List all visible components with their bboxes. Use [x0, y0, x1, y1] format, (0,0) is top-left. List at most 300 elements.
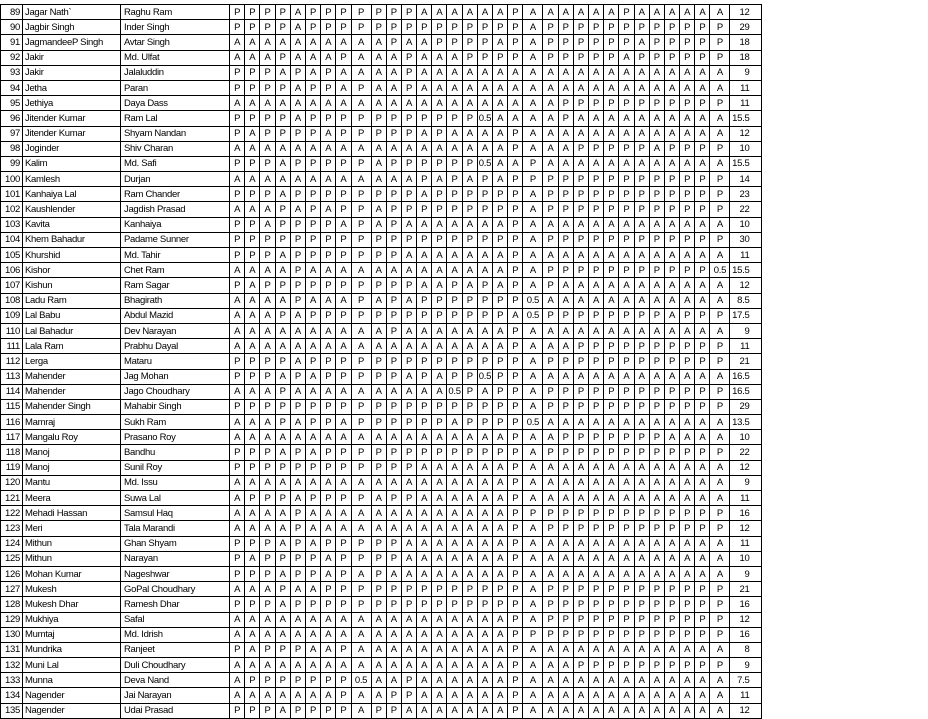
attendance-mark-cell: A: [321, 323, 336, 338]
attendance-mark-cell: A: [493, 491, 508, 506]
attendance-mark-cell: A: [573, 293, 588, 308]
table-row: [1, 248, 762, 263]
attendance-mark-cell: A: [493, 566, 508, 581]
attendance-mark-cell: P: [710, 339, 730, 354]
table-row: [1, 172, 762, 187]
attendance-mark-cell: A: [573, 5, 588, 20]
attendance-mark-cell: A: [695, 5, 710, 20]
attendance-mark-cell: P: [230, 232, 245, 247]
father-name-cell: Jago Choudhary: [121, 384, 230, 399]
attendance-mark-cell: P: [680, 35, 695, 50]
attendance-mark-cell: P: [447, 202, 462, 217]
attendance-mark-cell: A: [664, 551, 679, 566]
attendance-mark-cell: P: [275, 460, 290, 475]
attendance-mark-cell: A: [664, 111, 679, 126]
attendance-mark-cell: P: [245, 20, 260, 35]
attendance-mark-cell: A: [680, 415, 695, 430]
attendance-mark-cell: A: [588, 80, 603, 95]
attendance-mark-cell: A: [321, 612, 336, 627]
attendance-mark-cell: A: [649, 80, 664, 95]
attendance-mark-cell: A: [401, 323, 416, 338]
table-row: [1, 566, 762, 581]
attendance-mark-cell: P: [619, 187, 634, 202]
attendance-mark-cell: A: [290, 491, 305, 506]
attendance-mark-cell: A: [523, 248, 543, 263]
attendance-mark-cell: A: [543, 339, 558, 354]
attendance-mark-cell: P: [604, 263, 619, 278]
attendance-mark-cell: P: [604, 445, 619, 460]
attendance-mark-cell: A: [371, 156, 386, 171]
attendance-mark-cell: P: [604, 430, 619, 445]
attendance-mark-cell: P: [290, 536, 305, 551]
father-name-cell: Safal: [121, 612, 230, 627]
table-row: [1, 202, 762, 217]
total-days-cell: 15.5: [730, 263, 762, 278]
attendance-mark-cell: A: [432, 460, 447, 475]
attendance-mark-cell: A: [710, 551, 730, 566]
attendance-mark-cell: A: [619, 111, 634, 126]
attendance-mark-cell: P: [543, 172, 558, 187]
attendance-mark-cell: A: [558, 673, 573, 688]
attendance-mark-cell: A: [634, 293, 649, 308]
attendance-mark-cell: P: [588, 339, 603, 354]
attendance-mark-cell: A: [290, 430, 305, 445]
attendance-mark-cell: P: [543, 354, 558, 369]
attendance-mark-cell: A: [558, 323, 573, 338]
attendance-mark-cell: P: [710, 658, 730, 673]
attendance-mark-cell: A: [634, 475, 649, 490]
attendance-mark-cell: P: [680, 339, 695, 354]
attendance-mark-cell: A: [230, 323, 245, 338]
attendance-mark-cell: P: [351, 445, 371, 460]
attendance-mark-cell: A: [664, 536, 679, 551]
father-name-cell: Jai Narayan: [121, 688, 230, 703]
attendance-mark-cell: P: [432, 111, 447, 126]
total-days-cell: 12: [730, 278, 762, 293]
attendance-mark-cell: A: [664, 278, 679, 293]
attendance-mark-cell: P: [351, 20, 371, 35]
attendance-mark-cell: P: [336, 278, 351, 293]
attendance-mark-cell: A: [386, 80, 401, 95]
attendance-mark-cell: A: [305, 642, 320, 657]
attendance-mark-cell: P: [695, 399, 710, 414]
attendance-mark-cell: P: [417, 293, 432, 308]
attendance-mark-cell: P: [634, 202, 649, 217]
attendance-mark-cell: A: [336, 323, 351, 338]
attendance-mark-cell: A: [275, 293, 290, 308]
serial-number-cell: 122: [1, 506, 23, 521]
attendance-mark-cell: A: [523, 202, 543, 217]
attendance-mark-cell: A: [649, 369, 664, 384]
attendance-mark-cell: P: [558, 202, 573, 217]
attendance-mark-cell: P: [260, 399, 275, 414]
attendance-mark-cell: A: [290, 111, 305, 126]
table-row: [1, 612, 762, 627]
attendance-mark-cell: A: [260, 521, 275, 536]
attendance-mark-cell: A: [401, 612, 416, 627]
attendance-mark-cell: A: [371, 172, 386, 187]
attendance-mark-cell: P: [260, 20, 275, 35]
attendance-mark-cell: P: [634, 597, 649, 612]
attendance-mark-cell: A: [634, 460, 649, 475]
attendance-mark-cell: A: [619, 536, 634, 551]
father-name-cell: Mahabir Singh: [121, 399, 230, 414]
table-row: [1, 521, 762, 536]
attendance-mark-cell: A: [523, 430, 543, 445]
attendance-mark-cell: A: [604, 369, 619, 384]
attendance-mark-cell: P: [260, 187, 275, 202]
total-days-cell: 10: [730, 141, 762, 156]
attendance-mark-cell: P: [664, 521, 679, 536]
attendance-mark-cell: A: [493, 156, 508, 171]
attendance-mark-cell: A: [462, 551, 477, 566]
attendance-mark-cell: P: [634, 612, 649, 627]
attendance-mark-cell: A: [305, 339, 320, 354]
attendance-mark-cell: A: [634, 673, 649, 688]
worker-name-cell: Jakir: [23, 65, 121, 80]
attendance-mark-cell: P: [604, 339, 619, 354]
attendance-mark-cell: A: [351, 642, 371, 657]
attendance-mark-cell: P: [619, 658, 634, 673]
father-name-cell: Jalaluddin: [121, 65, 230, 80]
attendance-mark-cell: A: [477, 688, 492, 703]
attendance-mark-cell: A: [386, 627, 401, 642]
attendance-mark-cell: A: [695, 673, 710, 688]
attendance-mark-cell: A: [493, 506, 508, 521]
table-row: [1, 703, 762, 718]
attendance-mark-cell: P: [290, 248, 305, 263]
attendance-mark-cell: P: [588, 582, 603, 597]
attendance-mark-cell: A: [664, 156, 679, 171]
attendance-mark-cell: P: [336, 354, 351, 369]
attendance-mark-cell: A: [290, 612, 305, 627]
attendance-mark-cell: P: [305, 126, 320, 141]
attendance-mark-cell: A: [573, 688, 588, 703]
attendance-mark-cell: P: [680, 612, 695, 627]
attendance-mark-cell: A: [523, 658, 543, 673]
attendance-mark-cell: P: [649, 339, 664, 354]
attendance-mark-cell: P: [305, 202, 320, 217]
attendance-mark-cell: A: [260, 172, 275, 187]
attendance-mark-cell: A: [695, 536, 710, 551]
attendance-mark-cell: P: [417, 111, 432, 126]
attendance-mark-cell: P: [695, 141, 710, 156]
attendance-mark-cell: A: [695, 65, 710, 80]
worker-name-cell: Kaushlender: [23, 202, 121, 217]
attendance-mark-cell: P: [417, 399, 432, 414]
total-days-cell: 7.5: [730, 673, 762, 688]
attendance-mark-cell: A: [588, 475, 603, 490]
attendance-mark-cell: A: [321, 339, 336, 354]
attendance-mark-cell: P: [604, 202, 619, 217]
attendance-mark-cell: P: [710, 172, 730, 187]
attendance-mark-cell: P: [275, 415, 290, 430]
attendance-mark-cell: P: [695, 582, 710, 597]
attendance-mark-cell: A: [275, 248, 290, 263]
attendance-mark-cell: P: [230, 703, 245, 718]
attendance-mark-cell: P: [275, 20, 290, 35]
attendance-mark-cell: A: [371, 475, 386, 490]
attendance-mark-cell: P: [336, 232, 351, 247]
attendance-mark-cell: P: [588, 384, 603, 399]
total-days-cell: 8.5: [730, 293, 762, 308]
attendance-mark-cell: A: [619, 65, 634, 80]
total-days-cell: 17.5: [730, 308, 762, 323]
attendance-mark-cell: P: [371, 369, 386, 384]
attendance-mark-cell: P: [401, 688, 416, 703]
attendance-mark-cell: P: [290, 187, 305, 202]
attendance-mark-cell: P: [401, 50, 416, 65]
attendance-mark-cell: P: [493, 50, 508, 65]
attendance-mark-cell: A: [417, 217, 432, 232]
attendance-mark-cell: A: [432, 506, 447, 521]
attendance-mark-cell: A: [695, 156, 710, 171]
attendance-mark-cell: A: [619, 50, 634, 65]
attendance-mark-cell: P: [275, 308, 290, 323]
attendance-mark-cell: A: [260, 384, 275, 399]
attendance-mark-cell: A: [664, 248, 679, 263]
attendance-mark-cell: P: [573, 187, 588, 202]
attendance-mark-cell: P: [477, 35, 492, 50]
attendance-mark-cell: P: [386, 35, 401, 50]
attendance-mark-cell: A: [401, 658, 416, 673]
attendance-mark-cell: P: [477, 293, 492, 308]
attendance-mark-cell: P: [305, 415, 320, 430]
attendance-mark-cell: A: [305, 323, 320, 338]
attendance-mark-cell: P: [649, 430, 664, 445]
attendance-mark-cell: P: [558, 96, 573, 111]
attendance-mark-cell: P: [290, 293, 305, 308]
attendance-mark-cell: A: [447, 80, 462, 95]
attendance-mark-cell: A: [477, 506, 492, 521]
attendance-mark-cell: A: [649, 323, 664, 338]
total-days-cell: 16: [730, 506, 762, 521]
attendance-mark-cell: A: [432, 50, 447, 65]
attendance-mark-cell: P: [634, 658, 649, 673]
attendance-mark-cell: A: [401, 566, 416, 581]
attendance-mark-cell: P: [336, 703, 351, 718]
attendance-mark-cell: A: [710, 278, 730, 293]
serial-number-cell: 111: [1, 339, 23, 354]
attendance-mark-cell: P: [604, 172, 619, 187]
attendance-mark-cell: A: [432, 658, 447, 673]
attendance-mark-cell: P: [710, 50, 730, 65]
attendance-mark-cell: A: [558, 688, 573, 703]
table-row: [1, 5, 762, 20]
attendance-mark-cell: P: [290, 232, 305, 247]
attendance-mark-cell: A: [695, 460, 710, 475]
attendance-mark-cell: P: [508, 20, 523, 35]
attendance-mark-cell: A: [680, 369, 695, 384]
attendance-mark-cell: P: [604, 96, 619, 111]
attendance-mark-cell: A: [604, 475, 619, 490]
attendance-mark-cell: P: [508, 369, 523, 384]
attendance-mark-cell: A: [604, 551, 619, 566]
attendance-mark-cell: A: [401, 384, 416, 399]
attendance-mark-cell: P: [604, 232, 619, 247]
attendance-mark-cell: P: [417, 172, 432, 187]
serial-number-cell: 113: [1, 369, 23, 384]
attendance-mark-cell: A: [321, 551, 336, 566]
attendance-mark-cell: A: [432, 96, 447, 111]
attendance-mark-cell: P: [401, 156, 416, 171]
attendance-mark-cell: P: [619, 445, 634, 460]
serial-number-cell: 131: [1, 642, 23, 657]
attendance-mark-cell: A: [649, 673, 664, 688]
attendance-mark-cell: A: [680, 551, 695, 566]
attendance-mark-cell: P: [260, 80, 275, 95]
attendance-mark-cell: P: [649, 187, 664, 202]
attendance-mark-cell: A: [664, 369, 679, 384]
attendance-mark-cell: A: [634, 369, 649, 384]
attendance-mark-cell: P: [401, 308, 416, 323]
table-row: [1, 399, 762, 414]
attendance-mark-cell: P: [619, 202, 634, 217]
attendance-mark-cell: P: [588, 354, 603, 369]
attendance-mark-cell: P: [462, 50, 477, 65]
attendance-mark-cell: A: [634, 566, 649, 581]
attendance-mark-cell: A: [305, 506, 320, 521]
attendance-mark-cell: A: [462, 96, 477, 111]
attendance-mark-cell: P: [619, 506, 634, 521]
attendance-mark-cell: P: [275, 384, 290, 399]
serial-number-cell: 124: [1, 536, 23, 551]
attendance-mark-cell: A: [493, 703, 508, 718]
attendance-mark-cell: A: [462, 141, 477, 156]
attendance-mark-cell: A: [401, 430, 416, 445]
attendance-mark-cell: A: [649, 156, 664, 171]
attendance-mark-cell: P: [245, 5, 260, 20]
attendance-mark-cell: A: [230, 50, 245, 65]
attendance-mark-cell: A: [523, 126, 543, 141]
father-name-cell: Ram Lal: [121, 111, 230, 126]
attendance-mark-cell: P: [386, 111, 401, 126]
attendance-mark-cell: P: [386, 202, 401, 217]
attendance-mark-cell: A: [680, 217, 695, 232]
attendance-mark-cell: P: [619, 232, 634, 247]
attendance-mark-cell: P: [305, 156, 320, 171]
attendance-mark-cell: P: [477, 20, 492, 35]
attendance-mark-cell: A: [493, 111, 508, 126]
attendance-mark-cell: A: [543, 536, 558, 551]
attendance-mark-cell: A: [417, 50, 432, 65]
attendance-mark-cell: P: [649, 445, 664, 460]
attendance-mark-cell: P: [710, 597, 730, 612]
worker-name-cell: Joginder: [23, 141, 121, 156]
attendance-mark-cell: P: [386, 551, 401, 566]
attendance-mark-cell: A: [558, 642, 573, 657]
attendance-mark-cell: P: [573, 430, 588, 445]
attendance-mark-cell: A: [417, 521, 432, 536]
attendance-mark-cell: P: [619, 20, 634, 35]
attendance-mark-cell: P: [321, 217, 336, 232]
total-days-cell: 16: [730, 597, 762, 612]
father-name-cell: Chet Ram: [121, 263, 230, 278]
attendance-mark-cell: P: [321, 415, 336, 430]
attendance-mark-cell: A: [305, 582, 320, 597]
attendance-mark-cell: A: [260, 217, 275, 232]
attendance-mark-cell: P: [336, 460, 351, 475]
attendance-mark-cell: 0.5: [523, 415, 543, 430]
attendance-mark-cell: A: [321, 126, 336, 141]
attendance-mark-cell: P: [695, 172, 710, 187]
attendance-mark-cell: 0.5: [477, 111, 492, 126]
attendance-mark-cell: A: [558, 703, 573, 718]
attendance-mark-cell: A: [260, 35, 275, 50]
serial-number-cell: 90: [1, 20, 23, 35]
attendance-mark-cell: A: [386, 65, 401, 80]
attendance-mark-cell: A: [619, 248, 634, 263]
attendance-mark-cell: A: [386, 673, 401, 688]
attendance-mark-cell: P: [230, 642, 245, 657]
attendance-mark-cell: A: [321, 141, 336, 156]
attendance-mark-cell: P: [619, 308, 634, 323]
attendance-mark-cell: P: [508, 491, 523, 506]
attendance-mark-cell: A: [371, 658, 386, 673]
attendance-mark-cell: A: [604, 415, 619, 430]
attendance-mark-cell: P: [604, 35, 619, 50]
attendance-mark-cell: P: [619, 339, 634, 354]
attendance-mark-cell: P: [695, 658, 710, 673]
attendance-mark-cell: A: [477, 126, 492, 141]
attendance-mark-cell: P: [321, 460, 336, 475]
attendance-mark-cell: P: [245, 703, 260, 718]
attendance-mark-cell: A: [664, 430, 679, 445]
attendance-mark-cell: P: [351, 248, 371, 263]
attendance-mark-cell: A: [401, 627, 416, 642]
attendance-mark-cell: P: [634, 50, 649, 65]
attendance-mark-cell: P: [230, 111, 245, 126]
attendance-mark-cell: A: [336, 475, 351, 490]
worker-name-cell: Mukesh Dhar: [23, 597, 121, 612]
table-row: [1, 536, 762, 551]
serial-number-cell: 125: [1, 551, 23, 566]
attendance-mark-cell: P: [508, 566, 523, 581]
attendance-mark-cell: A: [305, 369, 320, 384]
total-days-cell: 12: [730, 5, 762, 20]
attendance-mark-cell: P: [371, 460, 386, 475]
attendance-mark-cell: A: [523, 232, 543, 247]
table-row: [1, 475, 762, 490]
attendance-mark-cell: P: [604, 50, 619, 65]
attendance-mark-cell: A: [558, 278, 573, 293]
total-days-cell: 11: [730, 536, 762, 551]
serial-number-cell: 89: [1, 5, 23, 20]
attendance-mark-cell: A: [321, 475, 336, 490]
attendance-mark-cell: A: [351, 703, 371, 718]
attendance-mark-cell: P: [710, 627, 730, 642]
attendance-mark-cell: P: [290, 642, 305, 657]
attendance-mark-cell: P: [321, 673, 336, 688]
attendance-mark-cell: P: [680, 263, 695, 278]
attendance-mark-cell: P: [523, 506, 543, 521]
attendance-mark-cell: P: [680, 658, 695, 673]
attendance-mark-cell: A: [462, 627, 477, 642]
worker-name-cell: Khurshid: [23, 248, 121, 263]
attendance-mark-cell: A: [432, 80, 447, 95]
attendance-mark-cell: P: [462, 308, 477, 323]
attendance-mark-cell: A: [649, 5, 664, 20]
attendance-mark-cell: P: [245, 536, 260, 551]
attendance-mark-cell: A: [634, 80, 649, 95]
attendance-mark-cell: P: [351, 80, 371, 95]
attendance-mark-cell: P: [386, 217, 401, 232]
attendance-mark-cell: P: [508, 35, 523, 50]
attendance-mark-cell: A: [523, 491, 543, 506]
attendance-mark-cell: P: [680, 50, 695, 65]
total-days-cell: 21: [730, 354, 762, 369]
attendance-mark-cell: P: [604, 141, 619, 156]
